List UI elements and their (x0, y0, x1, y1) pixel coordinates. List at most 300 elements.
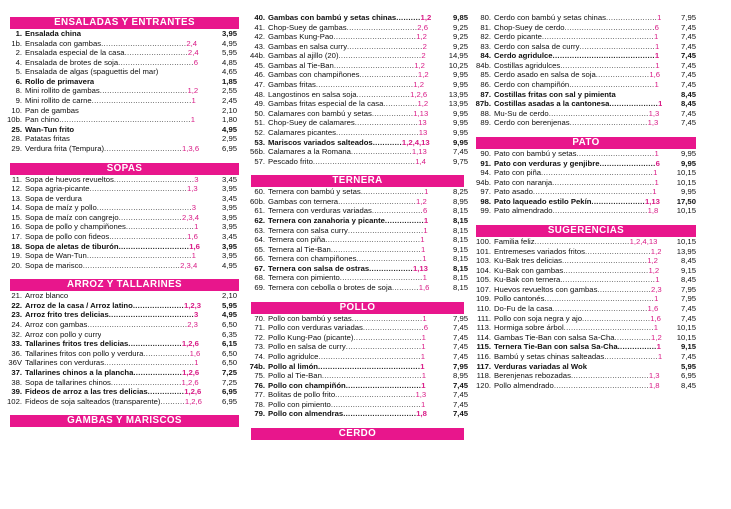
item-number: 85. (480, 70, 491, 80)
menu-column-middle (241, 13, 470, 440)
allergen-note: 2,4 (187, 48, 199, 58)
item-price: 8,15 (453, 263, 468, 273)
item-name (268, 400, 425, 410)
item-name (494, 304, 658, 314)
leader-dots: .................................. (333, 32, 417, 42)
menu-item (0, 320, 245, 330)
item-title: Ternera con cebolla o brotes de soja (268, 283, 392, 293)
menu-item (241, 400, 470, 410)
item-number: 2. (15, 48, 22, 58)
item-price: 13,95 (676, 246, 696, 256)
allergen-note: 1,2,3 (183, 300, 202, 310)
item-name (494, 90, 616, 100)
leader-dots: ................................. (113, 174, 195, 184)
item-price: 5,95 (681, 361, 696, 371)
item-name (268, 264, 428, 274)
menu-item (0, 96, 245, 106)
menu-item (466, 168, 702, 178)
item-price: 7,25 (222, 377, 237, 387)
menu-item (241, 138, 470, 148)
item-price: 3,95 (222, 29, 237, 38)
item-name (494, 23, 659, 33)
allergen-note: 1,3 (647, 118, 659, 128)
leader-dots: .................................... (99, 86, 188, 96)
item-price: 7,45 (681, 304, 696, 314)
item-title: Ku-Bak tres delicias (494, 256, 562, 266)
item-title: Sopa de huevos revueltos (25, 174, 114, 184)
allergen-note: 1 (420, 399, 426, 409)
item-title: Gambas con ternera (268, 196, 339, 206)
item-number: 100. (476, 236, 491, 246)
item-number: 46. (254, 70, 265, 80)
item-number: 56b. (250, 147, 265, 157)
item-name (268, 13, 431, 23)
allergen-note: 1,2 (420, 13, 432, 22)
item-name (494, 168, 657, 178)
leader-dots: ....................................... (560, 60, 656, 70)
item-number: 12. (11, 184, 22, 194)
allergen-note: 2,3,4 (181, 212, 200, 222)
menu-item (241, 235, 470, 245)
item-title: Pollo con bambú y setas (268, 313, 352, 323)
item-number: 110. (476, 304, 491, 314)
leader-dots: ................................. (333, 60, 415, 70)
item-name (494, 342, 661, 352)
item-name (25, 330, 101, 340)
item-price: 7,95 (681, 294, 696, 304)
item-number: 69. (254, 283, 265, 293)
item-name (494, 362, 587, 372)
item-price: 3,95 (222, 241, 237, 251)
item-price: 7,95 (453, 313, 468, 323)
menu-item (241, 147, 470, 157)
item-price: 9,15 (453, 244, 468, 254)
item-title: Gambas con bambú y setas chinas (268, 13, 397, 22)
item-number: 41. (254, 22, 265, 32)
menu-item (0, 77, 245, 87)
item-name (494, 70, 660, 80)
item-title: Calamares con bambú y setas (268, 108, 372, 118)
menu-item (241, 197, 470, 207)
leader-dots: .......................... (118, 212, 182, 222)
allergen-note: 13 (418, 127, 428, 137)
item-price: 8,15 (453, 283, 468, 293)
leader-dots: ............................. (351, 313, 423, 323)
allergen-note: 1 (194, 222, 199, 232)
item-name (494, 80, 659, 90)
item-number: 114. (476, 332, 491, 342)
item-name (268, 70, 429, 80)
leader-dots: .......................................... (312, 156, 416, 166)
leader-dots: ...................... (356, 89, 411, 99)
menu-item (466, 342, 702, 352)
item-title: Gambas fritas especial de la casa (268, 99, 384, 109)
item-price: 7,45 (453, 147, 468, 157)
allergen-note: 1,2,4,13 (401, 137, 430, 147)
item-number: 90. (480, 148, 491, 158)
item-price: 8,15 (453, 215, 468, 225)
menu-item (466, 187, 702, 197)
item-title: Cerdo con champiñón (494, 80, 570, 90)
leader-dots: ................................. (335, 390, 416, 400)
menu-item (241, 118, 470, 128)
item-title: Hormiga sobre árbol (494, 323, 564, 333)
menu-item (0, 261, 245, 271)
item-price: 9,75 (453, 156, 468, 166)
item-price: 7,45 (681, 118, 696, 128)
leader-dots: ........................................ (315, 80, 414, 90)
item-price: 9,95 (453, 137, 468, 147)
item-number: 81. (480, 22, 491, 32)
leader-dots: ............... (614, 332, 652, 342)
item-price: 8,45 (681, 256, 696, 266)
leader-dots: ..................................... (330, 244, 421, 254)
item-title: Calamares picantes (268, 127, 336, 137)
item-title: Sopa de pollo con fideos (25, 231, 110, 241)
item-price: 17,50 (676, 196, 696, 206)
item-price: 4,95 (222, 124, 237, 134)
item-title: Patatas fritas (25, 134, 70, 144)
item-price: 6,95 (222, 396, 237, 406)
allergen-note: 1,3 (415, 390, 427, 400)
leader-dots: .......................................... (552, 177, 655, 187)
item-title: Cerdo con berenjenas (494, 118, 570, 128)
leader-dots: ............................ (125, 222, 195, 232)
item-number: 84b. (476, 60, 491, 70)
item-name (268, 409, 427, 419)
leader-dots: ............... (147, 387, 185, 397)
item-title: Pato con verduras y genjibre (494, 158, 600, 168)
item-title: Pato con bambú y setas (494, 148, 577, 158)
item-price: 7,45 (681, 22, 696, 32)
allergen-note: 1,2,6 (410, 89, 428, 99)
item-number: 87. (480, 89, 491, 99)
item-number: 97. (480, 187, 491, 197)
item-number: 17. (11, 231, 22, 241)
item-title: Pato almendrado (494, 206, 553, 216)
leader-dots: ......................... (350, 147, 412, 157)
allergen-note: 1 (658, 99, 663, 109)
leader-dots: ................................... (563, 265, 649, 275)
item-title: Do-Fu de la casa (494, 304, 553, 314)
item-number: 117. (476, 361, 491, 371)
allergen-note: 2,6 (417, 22, 428, 32)
leader-dots: ............................. (118, 241, 190, 251)
item-price: 9,95 (681, 148, 696, 158)
allergen-note: 1,13 (411, 147, 427, 157)
item-price: 13,95 (448, 99, 468, 109)
item-price: 7,45 (681, 32, 696, 42)
item-name (268, 323, 428, 333)
item-number: 9. (15, 96, 22, 106)
allergen-note: 1,3,6 (182, 143, 200, 153)
menu-item (241, 314, 470, 324)
menu-item (0, 301, 245, 311)
item-name (268, 352, 425, 362)
item-title: Chop-Suey de gambas (268, 22, 347, 32)
item-number: 76. (254, 380, 265, 390)
item-price: 7,45 (453, 342, 468, 352)
menu-item (241, 90, 470, 100)
menu-item (241, 362, 470, 372)
item-price: 7,45 (681, 41, 696, 51)
leader-dots: ...................... (591, 196, 645, 206)
item-number: 71. (254, 323, 265, 333)
allergen-note: 1 (654, 41, 660, 51)
item-name (268, 99, 428, 109)
leader-dots: ...................... (128, 339, 182, 349)
menu-item (241, 371, 470, 381)
allergen-note: 1,13 (412, 263, 428, 273)
item-price: 9,95 (453, 127, 468, 137)
leader-dots: .......................... (124, 48, 188, 58)
menu-item (241, 323, 470, 333)
allergen-note: 2 (422, 41, 427, 51)
item-title: Sopa de aletas de tiburón (25, 241, 119, 251)
item-number: 40. (254, 13, 265, 22)
item-price: 9,95 (453, 108, 468, 118)
item-title: Verduras variadas al Wok (494, 361, 588, 371)
item-number: 88. (480, 108, 491, 118)
leader-dots: ......................................... (548, 108, 649, 118)
item-price: 13,95 (448, 89, 468, 99)
allergen-note: 1,2 (651, 332, 662, 342)
item-name (494, 314, 661, 324)
item-price: 6,50 (222, 320, 237, 330)
item-name (268, 235, 425, 245)
item-name (268, 245, 425, 255)
item-price: 8,15 (453, 235, 468, 245)
item-name (494, 352, 662, 362)
item-title: Ensalada de brotes de soja (25, 57, 119, 67)
allergen-note: 6 (423, 206, 428, 216)
leader-dots: ................................ (109, 231, 188, 241)
item-number: 77. (254, 390, 265, 400)
leader-dots: ............................................. (544, 294, 655, 304)
item-name (25, 67, 158, 77)
allergen-note: 1,2 (187, 86, 199, 96)
leader-dots: ...................... (597, 284, 652, 294)
section-header-sugerencias: SUGERENCIAS (476, 225, 696, 237)
menu-item (466, 371, 702, 381)
leader-dots: ............................... (347, 41, 423, 51)
item-title: Pato con piña (494, 168, 542, 178)
item-name (268, 32, 427, 42)
item-name (25, 203, 196, 213)
item-title: Tallarines chinos a la plancha (25, 367, 134, 377)
item-price: 6,50 (222, 348, 237, 358)
menu-item (466, 314, 702, 324)
section-header-pato: PATO (476, 137, 696, 149)
item-title: Cerdo con salsa de curry (494, 41, 580, 51)
item-name (25, 349, 200, 359)
menu-item (241, 381, 470, 391)
item-price: 6,50 (222, 358, 237, 368)
menu-item (0, 310, 245, 320)
item-title: Tallarines fritos tres delicias (25, 339, 129, 349)
item-number: 33. (11, 339, 22, 349)
leader-dots: ................................................. (532, 187, 653, 197)
leader-dots: ................................ (338, 196, 417, 206)
item-number: 49. (254, 99, 265, 109)
leader-dots: ................ (384, 215, 424, 225)
item-number: 84. (480, 51, 491, 61)
menu-item (241, 187, 470, 197)
allergen-note: 6 (655, 158, 660, 168)
item-name (25, 232, 198, 242)
item-number: 5. (15, 67, 22, 77)
item-price: 3,45 (222, 231, 237, 241)
allergen-note: 1,2,6 (184, 387, 202, 397)
section-header-pollo: POLLO (251, 302, 464, 314)
leader-dots: .................................. (339, 273, 423, 283)
item-price: 7,95 (681, 284, 696, 294)
allergen-note: 1,8 (416, 409, 427, 419)
item-number: 78. (254, 399, 265, 409)
item-number: 75. (254, 371, 265, 381)
item-name (25, 134, 70, 144)
allergen-note: 1,13 (413, 108, 429, 118)
leader-dots: .......................................... (318, 351, 421, 361)
menu-item (241, 61, 470, 71)
menu-item (0, 368, 245, 378)
item-title: Pato asado (494, 187, 533, 197)
item-price: 9,95 (453, 80, 468, 90)
item-number: 23. (11, 310, 22, 320)
menu-item (466, 381, 702, 391)
leader-dots: ........................................ (82, 260, 181, 270)
leader-dots: .............................. (343, 409, 417, 419)
item-price: 1,80 (222, 115, 237, 125)
allergen-note: 1 (657, 13, 662, 22)
item-price: 9,15 (681, 342, 696, 352)
item-price: 8,95 (453, 196, 468, 206)
item-number: 68. (254, 273, 265, 283)
item-number: 1b. (11, 38, 22, 48)
item-title: Pollo al limón (268, 361, 318, 371)
leader-dots: ....................................... (552, 304, 648, 314)
item-title: Costillas agridulces (494, 60, 561, 70)
item-name (268, 90, 427, 100)
allergen-note: 6 (193, 57, 198, 67)
item-number: 99. (480, 206, 491, 216)
leader-dots: ................................... (108, 310, 194, 320)
item-price: 10,25 (448, 60, 468, 70)
item-number: 70. (254, 313, 265, 323)
item-name (494, 109, 659, 119)
leader-dots: ............................. (346, 22, 418, 32)
item-name (268, 283, 429, 293)
item-number: 67. (254, 263, 265, 273)
item-name (25, 339, 199, 349)
item-title: Cerdo asado en salsa de soja (494, 70, 596, 80)
leader-dots: ................................ (570, 371, 649, 381)
item-number: 45. (254, 60, 265, 70)
item-title: Bambú y setas chinas salteadas (494, 351, 605, 361)
item-name (25, 368, 199, 378)
item-price: 7,45 (453, 380, 468, 390)
item-number: 74b. (249, 361, 265, 371)
leader-dots: ................... (143, 348, 190, 358)
item-name (25, 387, 201, 397)
item-price: 7,45 (681, 351, 696, 361)
item-title: Ensalada china (25, 29, 81, 38)
item-number: 10b. (7, 115, 22, 125)
allergen-note: 1 (422, 273, 427, 283)
item-number: 25. (11, 124, 22, 134)
item-title: Gambas con champiñones (268, 70, 360, 80)
allergen-note: 2 (421, 51, 426, 61)
item-number: 21. (11, 291, 22, 301)
item-title: Pollo con verduras variadas (268, 323, 363, 333)
menu-item (0, 39, 245, 49)
leader-dots: ................................... (561, 256, 648, 266)
leader-dots: ..................................... (563, 323, 654, 333)
leader-dots: ........................................... (86, 251, 192, 261)
menu-item (0, 242, 245, 252)
item-name (25, 261, 197, 271)
item-title: Entremeses variados fritos (494, 246, 586, 256)
item-price: 7,45 (681, 51, 696, 61)
leader-dots: ......................... (362, 323, 424, 333)
item-name (25, 115, 195, 125)
item-name (25, 242, 200, 252)
menu-item (241, 13, 470, 23)
item-price: 10,15 (676, 332, 696, 342)
allergen-note: 1 (654, 177, 659, 187)
leader-dots: ............................ (582, 313, 651, 323)
section-header-cerdo: CERDO (251, 428, 464, 440)
allergen-note: 1,2,6 (181, 377, 199, 387)
item-title: Wan-Tun frito (25, 124, 75, 134)
leader-dots: ....................................... (325, 235, 421, 245)
allergen-note: 1,2 (417, 70, 429, 80)
item-number: 37. (11, 367, 22, 377)
item-name (268, 157, 426, 167)
item-price: 8,45 (681, 275, 696, 285)
item-price: 7,45 (453, 332, 468, 342)
menu-item (0, 86, 245, 96)
item-price: 6,95 (681, 371, 696, 381)
item-name (25, 125, 74, 135)
item-name (25, 184, 198, 194)
item-number: 15. (11, 212, 22, 222)
item-title: Langostinos en salsa soja (268, 89, 357, 99)
allergen-note: 1 (422, 254, 427, 264)
item-title: Pollo con soja negra y ajo (494, 313, 583, 323)
item-price: 8,15 (453, 225, 468, 235)
menu-item (241, 390, 470, 400)
item-title: Gambas en salsa curry (268, 41, 348, 51)
leader-dots: .......................... (360, 187, 425, 197)
item-price: 1,85 (222, 76, 237, 86)
item-title: Pollo agridulce (268, 351, 319, 361)
menu-item (241, 157, 470, 167)
leader-dots: ............................... (118, 57, 194, 67)
item-number: 65. (254, 244, 265, 254)
item-price: 8,95 (453, 371, 468, 381)
menu-item (241, 51, 470, 61)
item-name (268, 333, 426, 343)
menu-item (241, 80, 470, 90)
menu-item (241, 42, 470, 52)
menu-item (0, 67, 245, 77)
item-number: 44b. (250, 51, 265, 61)
menu-item (0, 213, 245, 223)
item-name (268, 226, 428, 236)
menu-item (0, 29, 245, 39)
menu-item (0, 203, 245, 213)
